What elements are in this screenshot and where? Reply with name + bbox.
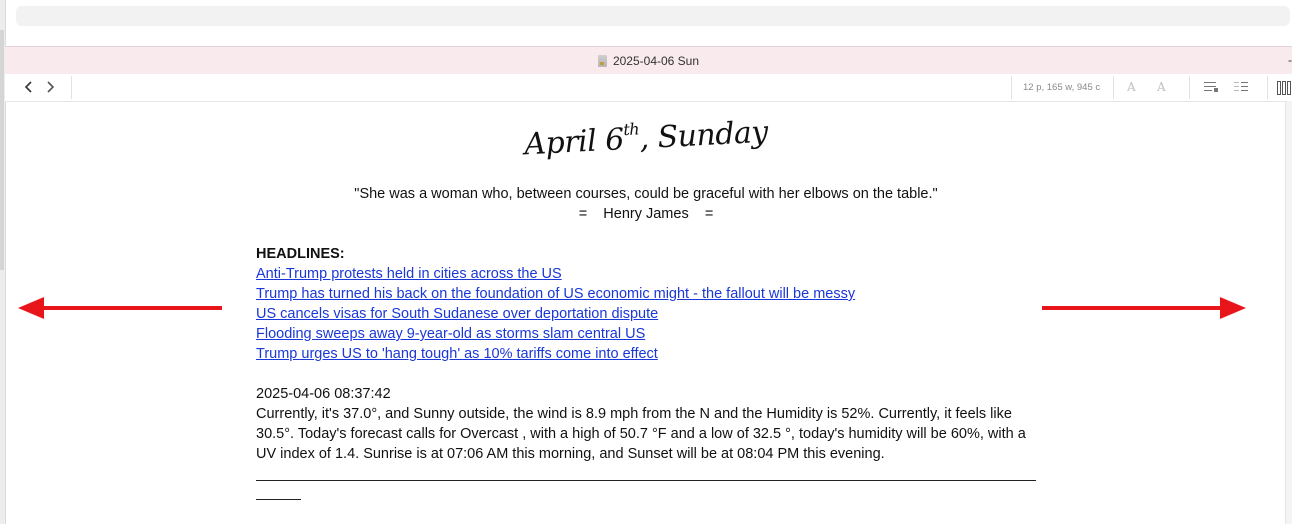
page-title-rest: , Sunday — [638, 114, 769, 157]
tab-bar — [5, 46, 1292, 75]
quote-author: = Henry James = — [578, 206, 714, 222]
increase-font-button[interactable]: A — [1157, 80, 1166, 94]
decrease-font-button[interactable]: A — [1127, 80, 1136, 94]
document-tab[interactable] — [598, 54, 699, 68]
top-search-bar[interactable] — [16, 6, 1290, 26]
weather-timestamp: 2025-04-06 08:37:42 — [256, 386, 391, 402]
arrow-right-icon — [1042, 297, 1246, 319]
tab-overflow-button[interactable]: - — [1288, 53, 1292, 67]
horizontal-rule — [256, 480, 1036, 481]
forward-button[interactable] — [41, 78, 59, 96]
document-tab-label: 2025-04-06 Sun — [612, 53, 700, 68]
headline-link[interactable]: Anti-Trump protests held in cities across the US — [256, 266, 562, 282]
toolbar-divider — [1113, 76, 1114, 99]
page-title — [256, 99, 1037, 177]
headline-link[interactable]: US cancels visas for South Sudanese over deportation dispute — [256, 306, 659, 322]
columns-icon[interactable] — [1277, 81, 1292, 93]
toolbar-divider — [1011, 76, 1012, 99]
chevron-left-icon — [20, 78, 38, 96]
short-rule — [256, 499, 301, 500]
chevron-right-icon — [41, 78, 59, 96]
outline-icon[interactable] — [1204, 81, 1218, 93]
document-stats: 12 p, 165 w, 945 c — [1023, 82, 1101, 93]
toolbar-divider — [1189, 76, 1190, 99]
headline-list — [256, 264, 855, 364]
right-scrollbar[interactable] — [1285, 101, 1292, 524]
left-scrollbar-thumb[interactable] — [0, 30, 4, 270]
page-title-suffix: th — [622, 119, 640, 140]
headline-link[interactable]: Trump urges US to 'hang tough' as 10% tariffs come into effect — [256, 346, 658, 362]
editor-toolbar — [5, 74, 1292, 102]
arrow-left-icon — [18, 297, 222, 319]
list-icon[interactable] — [1234, 81, 1248, 93]
toolbar-divider — [71, 76, 72, 99]
toolbar-divider — [1267, 76, 1268, 99]
daily-quote: "She was a woman who, between courses, could be graceful with her elbows on the table." — [354, 186, 938, 202]
page-title-main: April 6 — [523, 122, 625, 163]
weather-report: Currently, it's 37.0°, and Sunny outside, the wind is 8.9 mph from the N and the Humidity is 52%. Currently, it feels like 30.5°. Today's forecast calls for Overcast , with a high of 50.7 °F and a low of 32.5 °, today's humidity will be 60%, with a UV index of 1.4. Sunrise is at 07:06 AM this morning, and Sunset will be at 08:04 PM this evening. — [256, 406, 1026, 462]
back-button[interactable] — [20, 78, 38, 96]
headline-link[interactable]: Flooding sweeps away 9-year-old as storms slam central US — [256, 326, 646, 342]
headlines-heading: HEADLINES: — [256, 246, 345, 262]
document-icon — [598, 55, 607, 67]
headline-link[interactable]: Trump has turned his back on the foundation of US economic might - the fallout will be messy — [256, 286, 856, 302]
